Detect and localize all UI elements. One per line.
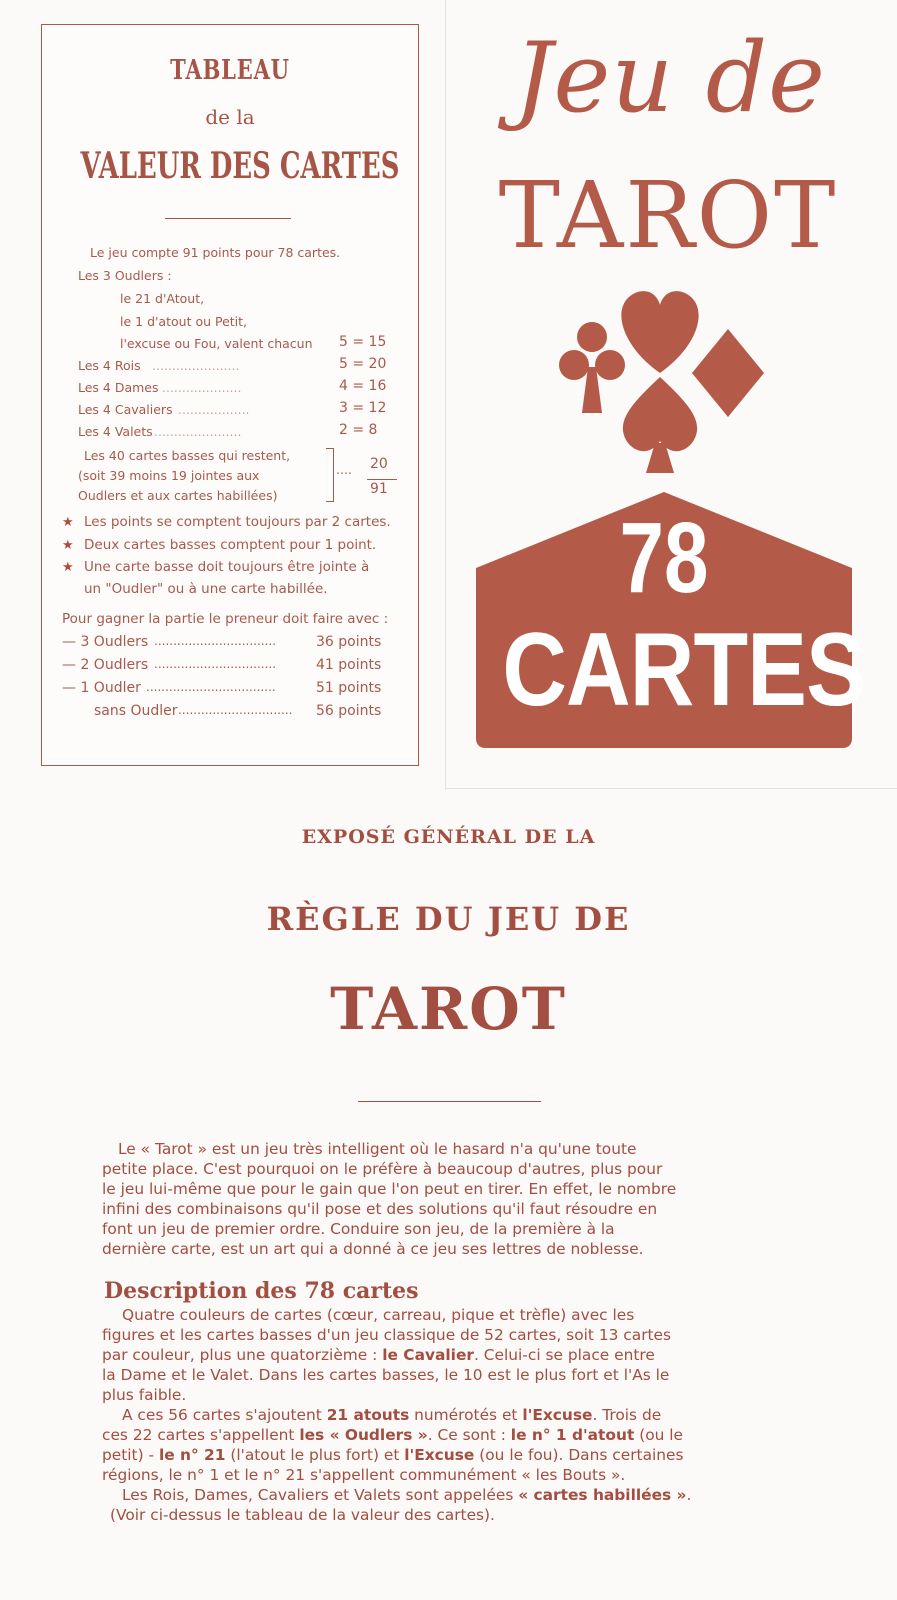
dot-leader: ....................: [162, 380, 242, 395]
section-title: Description des 78 cartes: [104, 1278, 419, 1304]
points-calc: 4 = 16: [339, 378, 387, 394]
fold-line: [445, 0, 446, 790]
low-cards-text: (soit 39 moins 19 jointes aux: [78, 468, 260, 483]
divider: [358, 1101, 541, 1102]
badge-number: 78: [619, 502, 709, 614]
intro-line: le jeu lui-même que pour le gain que l'on peut en tirer. En effet, le nombre: [102, 1180, 677, 1198]
points-calc: 3 = 12: [339, 400, 387, 416]
oudlers-label: Les 3 Oudlers :: [78, 268, 172, 283]
description-line: plus faible.: [102, 1386, 187, 1404]
table-intro: Le jeu compte 91 points pour 78 cartes.: [90, 245, 341, 260]
star-icon: ★: [62, 538, 74, 553]
value-row-label: Les 4 Dames: [78, 380, 159, 395]
dot-leader: ..................: [178, 402, 250, 417]
win-row-label: — 1 Oudler: [62, 680, 141, 696]
card-suits-emblem: [550, 285, 770, 475]
oudler-item: l'excuse ou Fou, valent chacun: [120, 336, 313, 351]
points-calc: 2 = 8: [339, 422, 378, 438]
intro-line: petite place. C'est pourquoi on le préfère à beaucoup d'autres, plus pour: [102, 1160, 663, 1178]
rule-note: un "Oudler" ou à une carte habillée.: [84, 581, 328, 597]
win-row-points: 36 points: [316, 634, 382, 650]
rule-note: Les points se comptent toujours par 2 cartes.: [84, 514, 391, 530]
star-icon: ★: [62, 560, 74, 575]
win-row-points: 56 points: [316, 703, 382, 719]
intro-line: dernière carte, est un art qui a donné à ce jeu ses lettres de noblesse.: [102, 1240, 644, 1258]
intro-line: Le « Tarot » est un jeu très intelligent où le hasard n'a qu'une toute: [118, 1140, 637, 1158]
win-row-label: — 2 Oudlers: [62, 657, 149, 673]
club-icon: [559, 322, 625, 413]
dot-leader: ......................: [152, 358, 240, 373]
low-cards-text: Oudlers et aux cartes habillées): [78, 488, 278, 503]
badge-word: CARTES: [502, 612, 865, 728]
logo-tarot: TAROT: [498, 162, 838, 269]
dot-leader: ..............................: [178, 703, 293, 717]
description-line: ces 22 cartes s'appellent les « Oudlers ». Ce sont : le n° 1 d'atout (ou le: [102, 1426, 684, 1444]
low-cards-points: 20: [370, 456, 388, 472]
value-row-label: Les 4 Valets: [78, 424, 153, 439]
dot-leader: ......................: [154, 424, 242, 439]
rule-note: Deux cartes basses comptent pour 1 point.: [84, 537, 377, 553]
card-value-table-box: [41, 24, 419, 766]
description-line: par couleur, plus une quatorzième : le Cavalier. Celui-ci se place entre: [102, 1346, 655, 1364]
table-heading: VALEUR DES CARTES: [80, 145, 400, 187]
dot-leader: ................................: [154, 657, 277, 671]
oudler-item: le 21 d'Atout,: [120, 291, 205, 306]
description-line: figures et les cartes basses d'un jeu classique de 52 cartes, soit 13 cartes: [102, 1326, 672, 1344]
dot-leader: ....: [336, 462, 352, 477]
win-intro: Pour gagner la partie le preneur doit faire avec :: [62, 611, 389, 627]
bracket: [326, 448, 334, 502]
points-calc: 5 = 15: [339, 334, 387, 350]
description-line: A ces 56 cartes s'ajoutent 21 atouts numérotés et l'Excuse. Trois de: [122, 1406, 662, 1424]
oudler-item: le 1 d'atout ou Petit,: [120, 314, 248, 329]
description-line: Quatre couleurs de cartes (cœur, carreau, pique et trèfle) avec les: [122, 1306, 635, 1324]
description-line: Les Rois, Dames, Cavaliers et Valets sont appelées « cartes habillées ».: [122, 1486, 692, 1504]
intro-line: infini des combinaisons qu'il pose et des solutions qu'il faut résoudre en: [102, 1200, 658, 1218]
diamond-icon: [692, 329, 764, 417]
dot-leader: ................................: [154, 634, 277, 648]
table-subtitle: de la: [205, 105, 255, 129]
total-points: 91: [370, 481, 388, 497]
win-row-points: 51 points: [316, 680, 382, 696]
table-title: TABLEAU: [170, 55, 290, 86]
intro-line: font un jeu de premier ordre. Conduire son jeu, de la première à la: [102, 1220, 615, 1238]
win-row-label: — 3 Oudlers: [62, 634, 149, 650]
description-line: régions, le n° 1 et le n° 21 s'appellent communément « les Bouts ».: [102, 1466, 626, 1484]
points-calc: 5 = 20: [339, 356, 387, 372]
heading-expose: EXPOSÉ GÉNÉRAL DE LA: [301, 826, 596, 848]
fold-line: [445, 788, 897, 789]
description-line: la Dame et le Valet. Dans les cartes basses, le 10 est le plus fort et l'As le: [102, 1366, 670, 1384]
win-row-points: 41 points: [316, 657, 382, 673]
win-row-label: sans Oudler: [94, 703, 178, 719]
heading-regle: RÈGLE DU JEU DE: [266, 900, 631, 938]
dot-leader: ..................................: [146, 680, 276, 694]
rule-note: Une carte basse doit toujours être jointe à: [84, 559, 370, 575]
value-row-label: Les 4 Cavaliers: [78, 402, 173, 417]
spade-icon: [623, 377, 697, 473]
heading-tarot: TAROT: [330, 975, 567, 1043]
logo-jeu-de: Jeu de: [514, 22, 826, 134]
star-icon: ★: [62, 515, 74, 530]
description-line: (Voir ci-dessus le tableau de la valeur des cartes).: [110, 1506, 495, 1524]
low-cards-text: Les 40 cartes basses qui restent,: [84, 448, 291, 463]
heart-icon: [621, 291, 698, 373]
value-row-label: Les 4 Rois: [78, 358, 141, 373]
sum-rule: [367, 479, 397, 480]
divider: [165, 218, 291, 219]
description-line: petit) - le n° 21 (l'atout le plus fort) et l'Excuse (ou le fou). Dans certaines: [102, 1446, 684, 1464]
